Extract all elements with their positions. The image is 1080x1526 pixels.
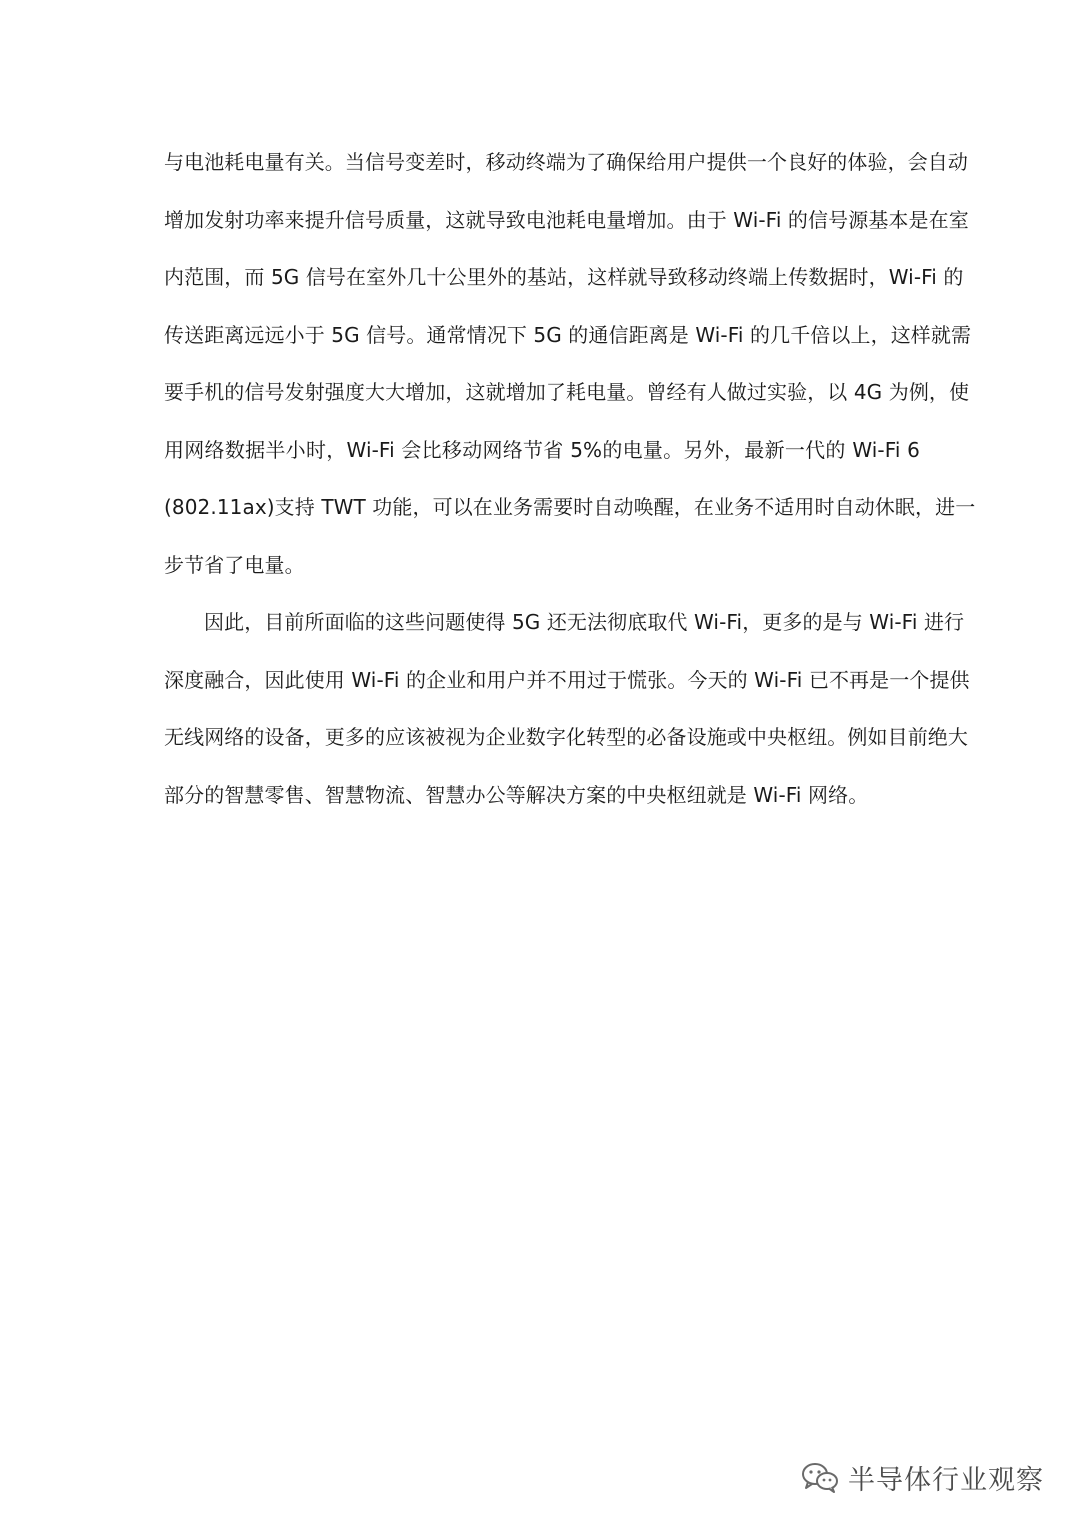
paragraph-line: 步节省了电量。 xyxy=(164,552,305,577)
paragraph-line: 无线网络的设备，更多的应该被视为企业数字化转型的必备设施或中央枢纽。例如目前绝大 xyxy=(164,725,968,749)
paragraph-line: 部分的智慧零售、智慧物流、智慧办公等解决方案的中央枢纽就是 Wi-Fi 网络。 xyxy=(164,782,869,807)
watermark-text: 半导体行业观察 xyxy=(848,1464,1044,1496)
paragraph-line: 与电池耗电量有关。当信号变差时，移动终端为了确保给用户提供一个良好的体验，会自动 xyxy=(164,150,968,174)
wechat-icon xyxy=(800,1461,840,1493)
watermark xyxy=(800,1457,1044,1497)
paragraph-line: 因此，目前所面临的这些问题使得 5G 还无法彻底取代 Wi-Fi，更多的是与 Wi-Fi 进行 xyxy=(204,610,965,634)
paragraph-line: 要手机的信号发射强度大大增加，这就增加了耗电量。曾经有人做过实验，以 4G 为例，使 xyxy=(164,380,970,404)
paragraph-line: 用网络数据半小时，Wi-Fi 会比移动网络节省 5%的电量。另外，最新一代的 Wi-Fi 6 xyxy=(164,437,920,462)
paragraph-line: 深度融合，因此使用 Wi-Fi 的企业和用户并不用过于慌张。今天的 Wi-Fi 已不再是一个提供 xyxy=(164,667,970,692)
paragraph-line: 传送距离远远小于 5G 信号。通常情况下 5G 的通信距离是 Wi-Fi 的几千倍以上，这样就需 xyxy=(164,322,972,347)
paragraph-line: 内范围，而 5G 信号在室外几十公里外的基站，这样就导致移动终端上传数据时，Wi-Fi 的 xyxy=(164,265,964,289)
paragraph-line: (802.11ax)支持 TWT 功能，可以在业务需要时自动唤醒，在业务不适用时自动休眠，进一 xyxy=(164,495,976,519)
document-body xyxy=(164,134,976,824)
paragraph-2 xyxy=(164,594,970,824)
paragraph-1 xyxy=(164,134,976,594)
paragraph-line: 增加发射功率来提升信号质量，这就导致电池耗电量增加。由于 Wi-Fi 的信号源基本是在室 xyxy=(164,207,969,232)
